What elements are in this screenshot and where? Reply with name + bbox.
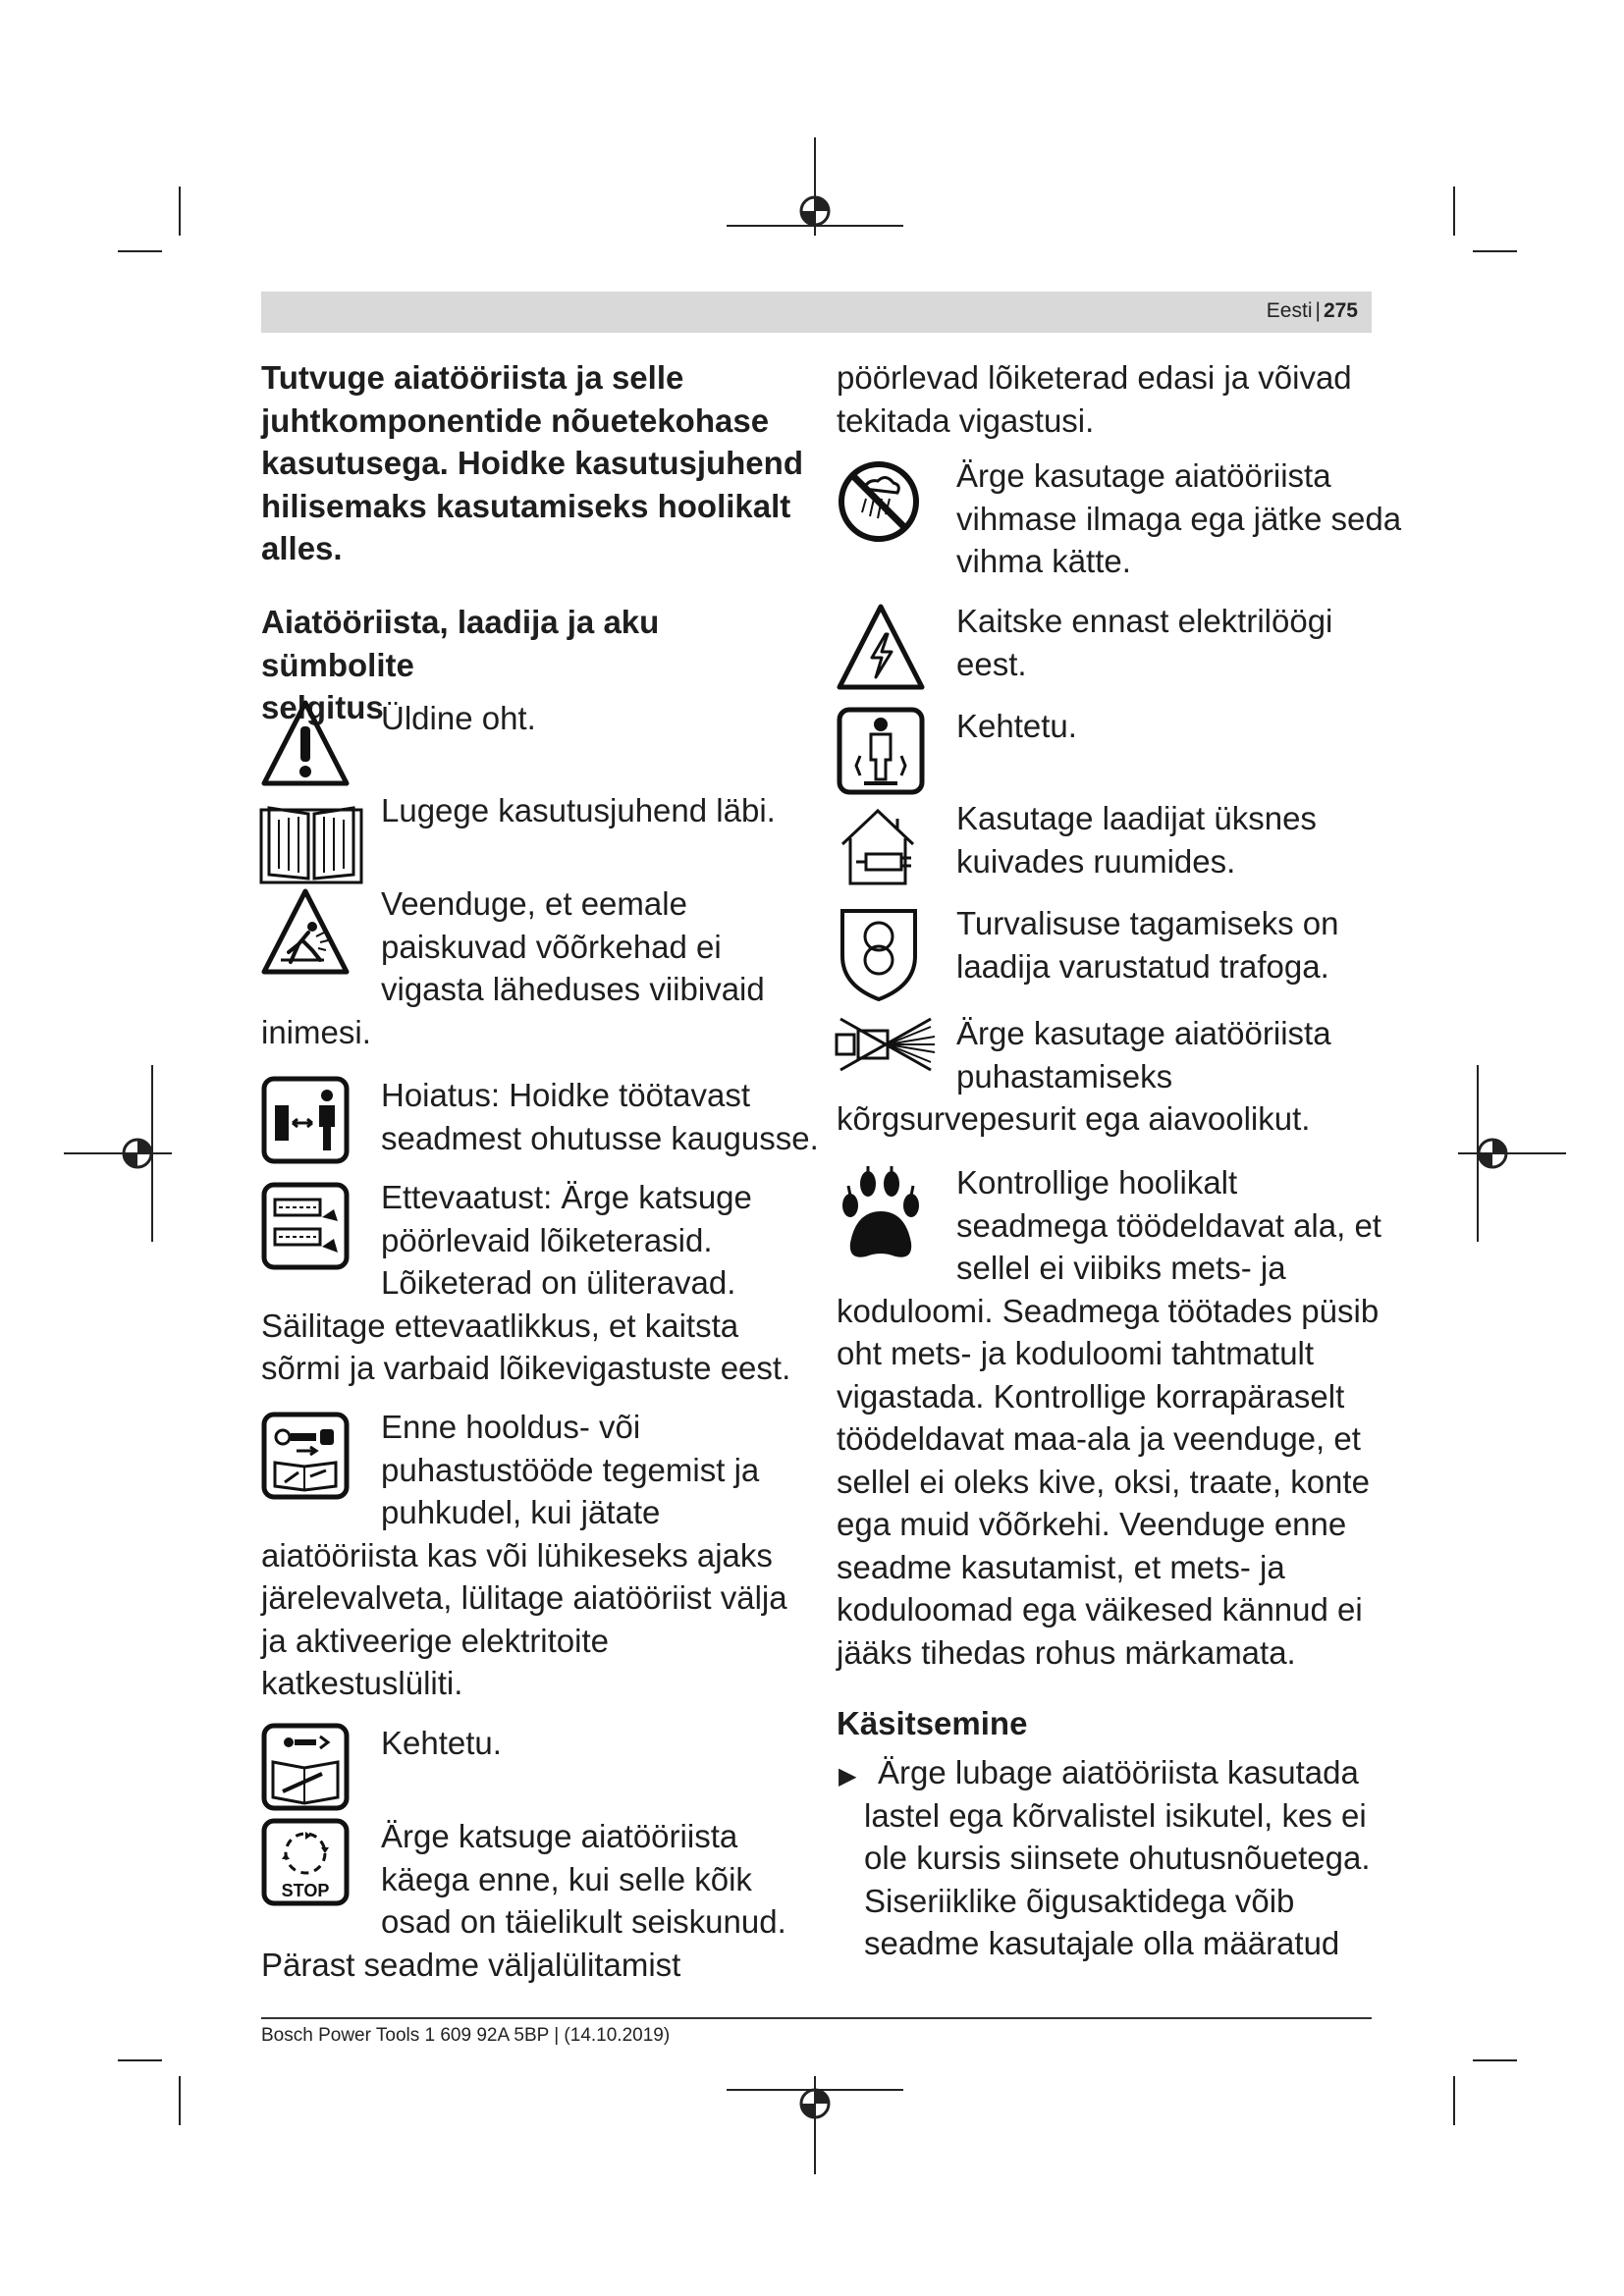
invalid-symbol-person-icon <box>837 707 925 795</box>
registration-mark-top <box>727 137 903 236</box>
handling-heading: Käsitsemine <box>837 1705 1028 1741</box>
symbol-electric-shock-text: Kaitske ennast elektrilöögi eest. <box>956 603 1333 682</box>
symbols-heading: Aiatööriista, laadija ja aku sümbolite selgitus <box>261 604 660 725</box>
safe-distance-icon <box>261 1076 350 1164</box>
electric-shock-icon <box>837 603 925 693</box>
symbol-transformer-text: Turvalisuse tagamiseks on laadija varustatud trafoga. <box>956 905 1339 985</box>
registration-mark-left <box>64 1065 172 1242</box>
stop-label: STOP <box>281 1881 330 1900</box>
symbol-no-rain-text: Ärge kasutage aiatööriista vihmase ilmaga ega jätke seda vihma kätte. <box>956 457 1402 579</box>
symbol-invalid-text: Kehtetu. <box>381 1725 502 1761</box>
continuation-text: pöörlevad lõiketerad edasi ja võivad tekitada vigastusi. <box>837 359 1352 439</box>
invalid-symbol-manual-icon <box>261 1723 350 1811</box>
page-footer: Bosch Power Tools 1 609 92A 5BP | (14.10.2019) <box>261 2025 671 2046</box>
intro-paragraph: Tutvuge aiatööriista ja selle juhtkomponentide nõuetekohase kasutusega. Hoidke kasutusjuhend hilisemaks kasutamiseks hoolikalt alles. <box>261 359 803 566</box>
indoor-use-house-icon <box>837 805 925 887</box>
bullet-triangle-icon: ▶ <box>839 1763 857 1789</box>
registration-mark-right <box>1458 1065 1566 1242</box>
symbol-invalid-right-text: Kehtetu. <box>956 708 1077 744</box>
symbol-rotating-blades-text: Ettevaatust: Ärge katsuge pöörlevaid lõiketerasid. Lõiketerad on üliteravad. Säilitage ettevaatlikkus, et kaitsta sõrmi ja varbaid lõikevigastuste eest. <box>261 1179 791 1386</box>
symbol-general-danger-text: Üldine oht. <box>381 700 536 736</box>
symbol-thrown-objects-text: Veenduge, et eemale paiskuvad võõrkehad ei vigasta läheduses viibivaid inimesi. <box>261 885 765 1050</box>
header-language: Eesti <box>1266 299 1313 322</box>
symbol-pressure-washer-text: Ärge kasutage aiatööriista puhastamiseks kõrgsurvepesurit ega aiavoolikut. <box>837 1015 1331 1137</box>
symbol-safe-distance-text: Hoiatus: Hoidke töötavast seadmest ohutusse kaugusse. <box>381 1077 819 1156</box>
warning-triangle-icon <box>261 699 350 789</box>
symbol-read-manual-text: Lugege kasutusjuhend läbi. <box>381 792 776 828</box>
registration-mark-bottom <box>727 2076 903 2174</box>
symbol-maintenance-text: Enne hooldus- või puhastustööde tegemist ja puhkudel, kui jätate aiatööriista kas või lühikeseks ajaks järelevalveta, lülitage aiatööriist välja ja aktiveerige elektritoite katkestuslüliti. <box>261 1409 787 1701</box>
no-rain-icon <box>837 459 921 544</box>
symbol-animals-text: Kontrollige hoolikalt seadmega töödeldavat ala, et sellel ei viibiks mets- ja koduloomi. Seadmega töötades püsib oht mets- ja koduloomi tahtmatult vigastada. Kontrollige korrapäraselt töödeldavat maa-ala ja veenduge, et sellel ei oleks kive, oksi, traate, konte ega muid võõrkehi. Veenduge enne seadme kasutamist, et mets- ja koduloomad ega väikesed kännud ei jääks tihedas rohus märkamata. <box>837 1164 1381 1671</box>
footer-rule <box>261 2017 1372 2019</box>
manual-book-icon <box>259 790 363 884</box>
safety-transformer-icon <box>837 905 921 1003</box>
symbol-stop-text: Ärge katsuge aiatööriista käega enne, kui selle kõik osad on täielikult seiskunud. Pärast seadme väljalülitamist <box>261 1818 786 1983</box>
handling-bullet-text: Ärge lubage aiatööriista kasutada lastel ega kõrvalistel isikutel, kes ei ole kursis siinsete ohutusnõuetega. Siseriiklike õigusaktidega võib seadme kasutajale olla määratud <box>864 1754 1371 1961</box>
page-header: Eesti | 275 <box>261 292 1372 333</box>
symbol-indoor-text: Kasutage laadijat üksnes kuivades ruumides. <box>956 800 1317 880</box>
page-number: 275 <box>1323 299 1358 322</box>
